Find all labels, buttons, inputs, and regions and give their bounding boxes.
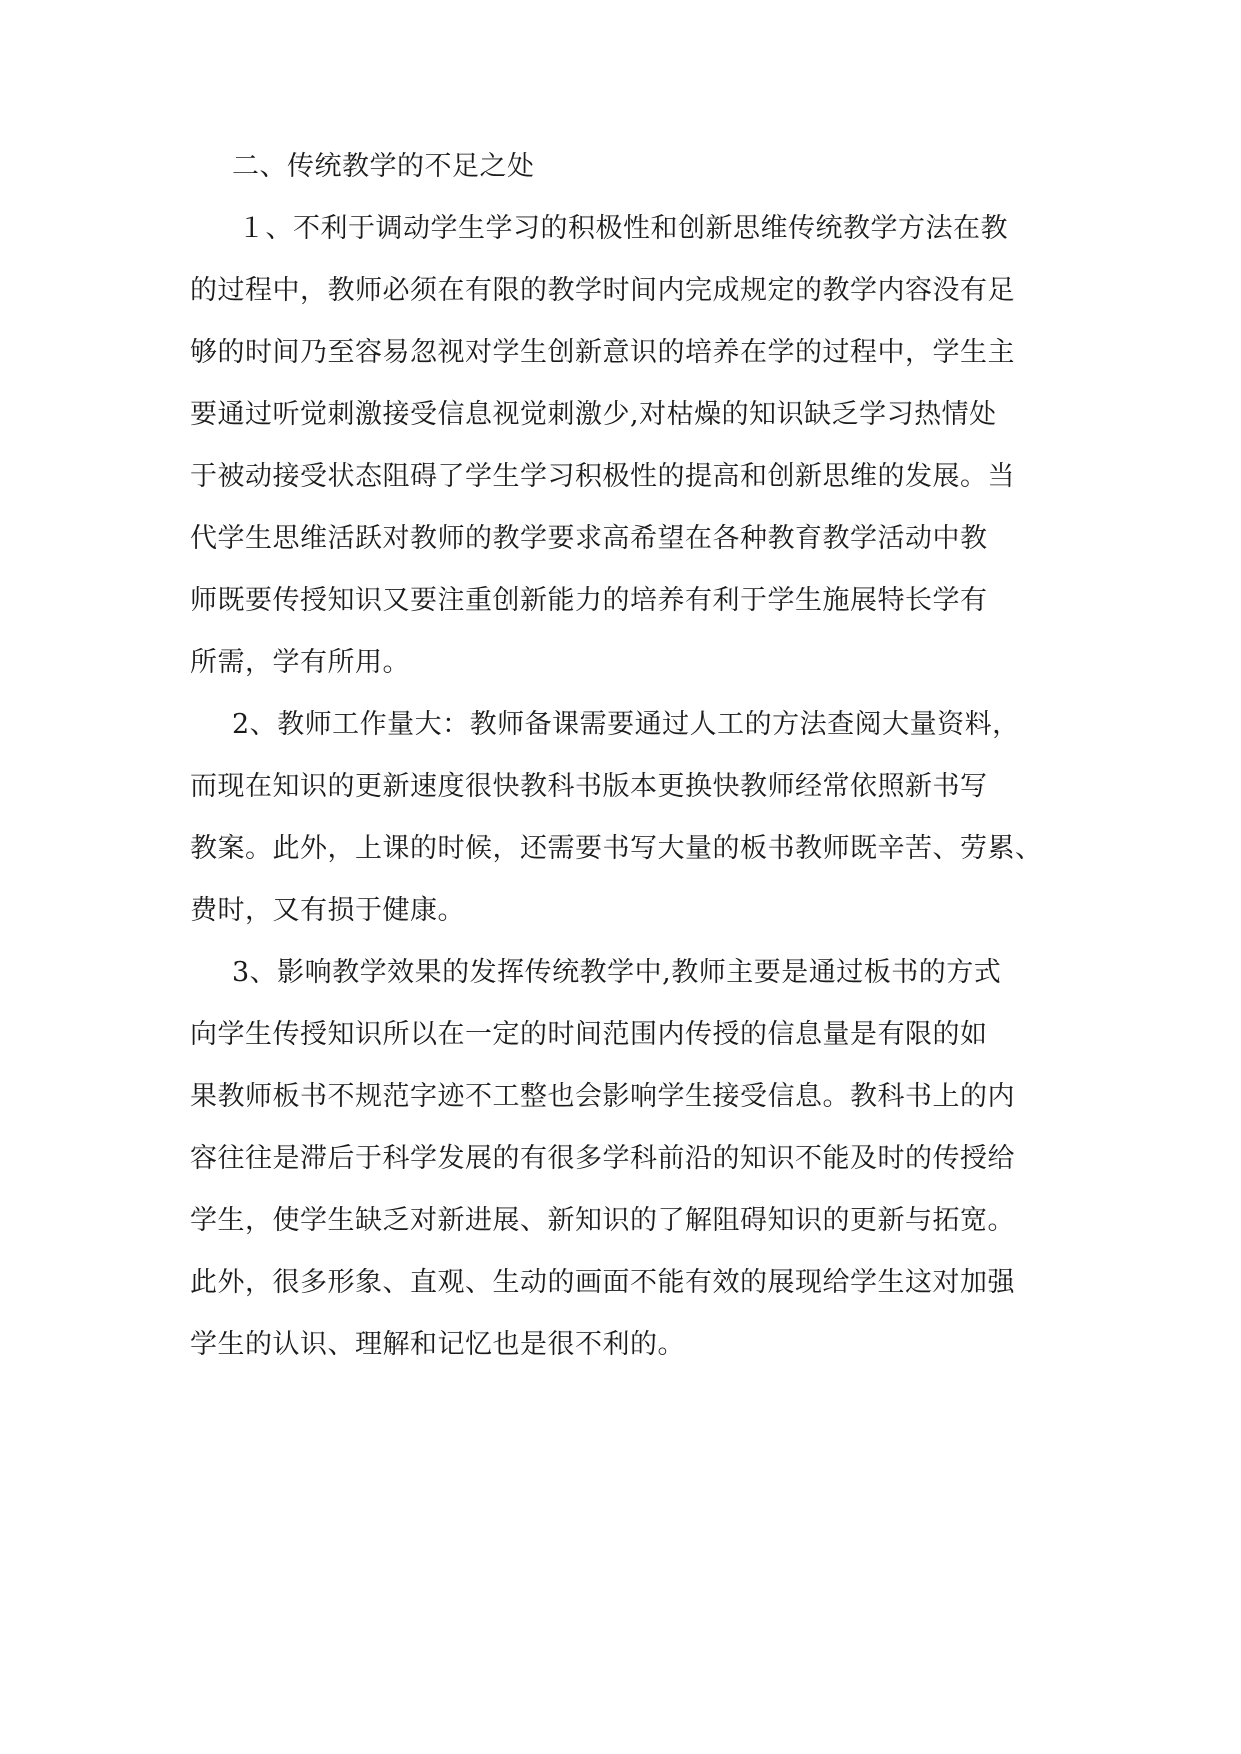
paragraph-2-line-4: 费时，又有损于健康。 xyxy=(190,895,465,926)
paragraph-1-line-3: 够的时间乃至容易忽视对学生创新意识的培养在学的过程中，学生主 xyxy=(190,337,1015,368)
paragraph-1-line-4: 要通过听觉刺激接受信息视觉刺激少,对枯燥的知识缺乏学习热情处 xyxy=(190,399,997,430)
paragraph-1-line-2: 的过程中，教师必须在有限的教学时间内完成规定的教学内容没有足 xyxy=(190,275,1015,306)
paragraph-1-line-8: 所需，学有所用。 xyxy=(190,647,410,678)
paragraph-2-line-1: 2、教师工作量大：教师备课需要通过人工的方法查阅大量资料， xyxy=(232,709,1020,740)
paragraph-2-line-2: 而现在知识的更新速度很快教科书版本更换快教师经常依照新书写 xyxy=(190,771,988,802)
paragraph-3-line-6: 此外，很多形象、直观、生动的画面不能有效的展现给学生这对加强 xyxy=(190,1267,1015,1298)
paragraph-3-line-7: 学生的认识、理解和记忆也是很不利的。 xyxy=(190,1329,685,1360)
paragraph-3-line-5: 学生，使学生缺乏对新进展、新知识的了解阻碍知识的更新与拓宽。 xyxy=(190,1205,1015,1236)
paragraph-1-line-7: 师既要传授知识又要注重创新能力的培养有利于学生施展特长学有 xyxy=(190,585,988,616)
paragraph-3-line-3: 果教师板书不规范字迹不工整也会影响学生接受信息。教科书上的内 xyxy=(190,1081,1015,1112)
paragraph-3-line-4: 容往往是滞后于科学发展的有很多学科前沿的知识不能及时的传授给 xyxy=(190,1143,1015,1174)
paragraph-1-line-6: 代学生思维活跃对教师的教学要求高希望在各种教育教学活动中教 xyxy=(190,523,988,554)
paragraph-3-line-1: 3、影响教学效果的发挥传统教学中,教师主要是通过板书的方式 xyxy=(232,957,1002,988)
section-heading: 二、传统教学的不足之处 xyxy=(232,151,535,182)
paragraph-1-line-5: 于被动接受状态阻碍了学生学习积极性的提高和创新思维的发展。当 xyxy=(190,461,1015,492)
paragraph-1-line-1: １、不利于调动学生学习的积极性和创新思维传统教学方法在教 xyxy=(238,213,1008,244)
paragraph-2-line-3: 教案。此外，上课的时候，还需要书写大量的板书教师既辛苦、劳累、 xyxy=(190,833,1043,864)
paragraph-3-line-2: 向学生传授知识所以在一定的时间范围内传授的信息量是有限的如 xyxy=(190,1019,988,1050)
